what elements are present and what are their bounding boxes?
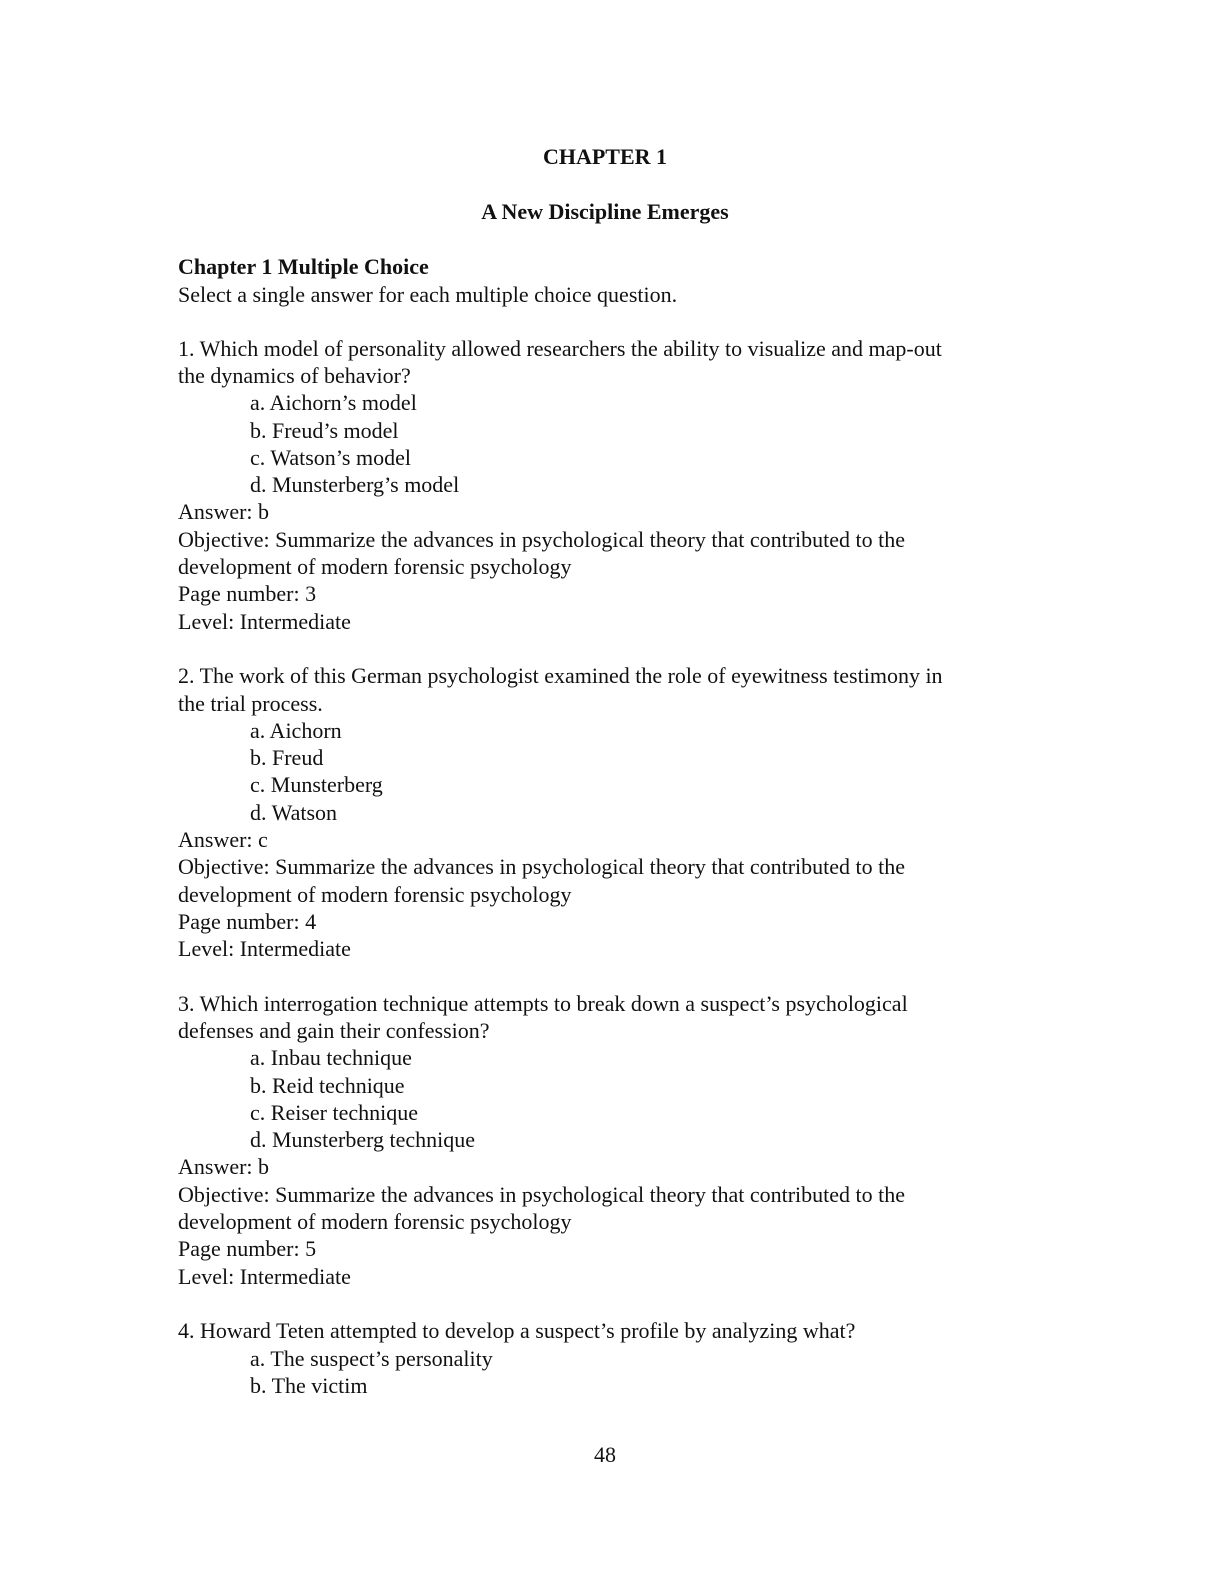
objective-continued: development of modern forensic psychology <box>178 554 572 579</box>
answer-key: Answer: b <box>178 1154 270 1179</box>
answer-option: d. Munsterberg technique <box>250 1127 476 1152</box>
answer-option: b. The victim <box>250 1373 368 1398</box>
difficulty-level: Level: Intermediate <box>178 1264 351 1289</box>
answer-option: a. Inbau technique <box>250 1045 412 1070</box>
question-stem-continued: the trial process. <box>178 691 323 716</box>
answer-option: c. Reiser technique <box>250 1100 418 1125</box>
answer-option: a. The suspect’s personality <box>250 1346 493 1371</box>
objective: Objective: Summarize the advances in psychological theory that contributed to the <box>178 1182 905 1207</box>
answer-key: Answer: c <box>178 827 268 852</box>
answer-option: b. Reid technique <box>250 1073 405 1098</box>
answer-option: b. Freud <box>250 745 324 770</box>
question-stem: 1. Which model of personality allowed researchers the ability to visualize and map-out <box>178 336 942 361</box>
answer-option: d. Munsterberg’s model <box>250 472 460 497</box>
answer-option: c. Munsterberg <box>250 772 383 797</box>
answer-option: b. Freud’s model <box>250 418 399 443</box>
section-heading: Chapter 1 Multiple Choice <box>178 254 429 279</box>
question-stem-continued: defenses and gain their confession? <box>178 1018 490 1043</box>
answer-option: d. Watson <box>250 800 338 825</box>
objective: Objective: Summarize the advances in psychological theory that contributed to the <box>178 527 905 552</box>
question-stem: 4. Howard Teten attempted to develop a suspect’s profile by analyzing what? <box>178 1318 856 1343</box>
objective: Objective: Summarize the advances in psychological theory that contributed to the <box>178 854 905 879</box>
question-stem: 3. Which interrogation technique attempts to break down a suspect’s psychological <box>178 991 908 1016</box>
objective-continued: development of modern forensic psychology <box>178 1209 572 1234</box>
page-reference: Page number: 4 <box>178 909 317 934</box>
difficulty-level: Level: Intermediate <box>178 936 351 961</box>
answer-key: Answer: b <box>178 499 270 524</box>
chapter-heading: CHAPTER 1 <box>542 144 668 169</box>
answer-option: a. Aichorn’s model <box>250 390 417 415</box>
page-reference: Page number: 5 <box>178 1236 317 1261</box>
answer-option: c. Watson’s model <box>250 445 411 470</box>
answer-option: a. Aichorn <box>250 718 342 743</box>
chapter-title: A New Discipline Emerges <box>481 199 729 224</box>
page-reference: Page number: 3 <box>178 581 317 606</box>
footer-page-number: 48 <box>594 1442 616 1467</box>
difficulty-level: Level: Intermediate <box>178 609 351 634</box>
objective-continued: development of modern forensic psychology <box>178 882 572 907</box>
instructions: Select a single answer for each multiple choice question. <box>178 282 678 307</box>
question-stem: 2. The work of this German psychologist examined the role of eyewitness testimony in <box>178 663 943 688</box>
question-stem-continued: the dynamics of behavior? <box>178 363 411 388</box>
